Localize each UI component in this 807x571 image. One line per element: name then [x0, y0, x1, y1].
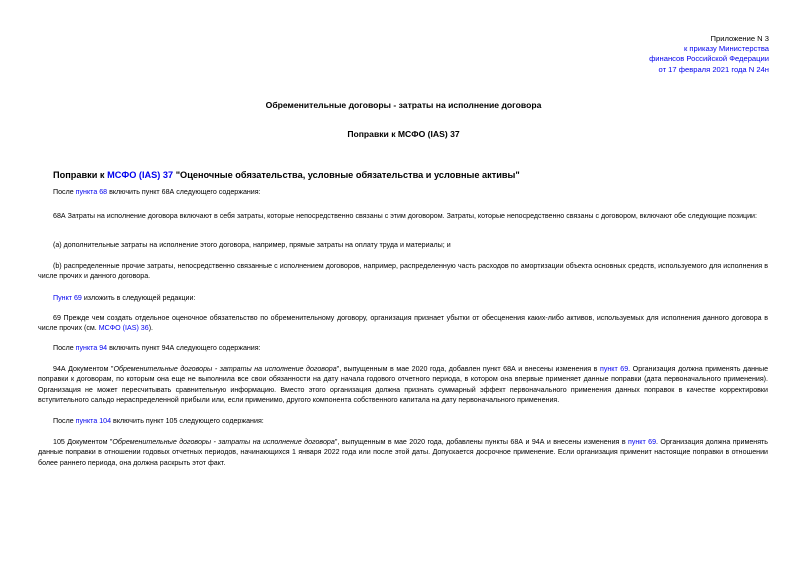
- p6-text: 69 Прежде чем создать отдельное оценочное обязательство по обременительному договору, организация признает убытки от обесценения каких-либо активов, используемых для исполнения данного договора в числе прочих (см.: [38, 314, 768, 333]
- p7-text-end: включить пункт 94А следующего содержания:: [107, 344, 261, 352]
- paragraph-1: [38, 187, 768, 197]
- link-paragraph-68[interactable]: пункта 68: [75, 188, 108, 196]
- p1-text: После: [53, 188, 76, 196]
- link-paragraph-94[interactable]: пункта 94: [75, 344, 108, 352]
- paragraph-4: (b) распределенные прочие затраты, непосредственно связанные с исполнением договоров, например, распределенную часть расходов по амортизации объекта основных средств, используемого для исполнения в числе прочих и данного договора.: [38, 262, 768, 281]
- p6-text-end: ).: [148, 324, 154, 333]
- appendix-date-link[interactable]: от 17 февраля 2021 года N 24н: [658, 64, 769, 74]
- p1-text-end: включить пункт 68А следующего содержания:: [107, 188, 261, 196]
- paragraph-3: (а) дополнительные затраты на исполнение этого договора, например, прямые затраты на оплату труда и материалы; и: [53, 241, 451, 249]
- p9-text-end: включить пункт 105 следующего содержания:: [111, 417, 264, 425]
- appendix-order-link[interactable]: к приказу Министерства: [683, 44, 769, 54]
- p5-text: изложить в следующей редакции:: [81, 294, 196, 302]
- p8-text-end: . Организация должна применять данные поправки к договорам, по которым она еще не выполнила все свои обязанности на дату начала годового отчетного периода, в котором она впервые применяет данные поправки (дата первоначального применения). Организация не может пересчитывать сравнительную информацию. Вместо этого организация должна признать суммарный эффект первоначального применения данных поправок в качестве корректировки вступительного сальдо нераспределенной прибыли или, если применимо, другого компонента собственного капитала на дату первоначального применения.: [38, 365, 769, 405]
- link-ias36[interactable]: МСФО (IAS) 36: [98, 324, 149, 333]
- document-title: Обременительные договоры - затраты на исполнение договора: [265, 100, 542, 110]
- p8-text-mid: ", выпущенным в мае 2020 года, добавлен пункт 68А и внесены изменения в: [336, 365, 600, 373]
- p10-document-name: Обременительные договоры - затраты на исполнение договора: [112, 438, 335, 446]
- section-heading-prefix: Поправки к: [53, 170, 108, 180]
- paragraph-7: [38, 343, 768, 353]
- appendix-block: [549, 34, 769, 75]
- p10-text: 105 Документом ": [53, 438, 113, 446]
- p7-text: После: [53, 344, 76, 352]
- p8-document-name: Обременительные договоры - затраты на исполнение договора: [113, 365, 337, 373]
- paragraph-8: [38, 364, 768, 406]
- paragraph-2: 68А Затраты на исполнение договора включают в себя затраты, которые непосредственно связаны с этим договором. Затраты, которые непосредственно связаны с договором, включают обе следующие позиции:: [53, 212, 757, 220]
- paragraph-6: [38, 313, 768, 334]
- appendix-number: Приложение N 3: [710, 34, 769, 43]
- link-paragraph-69-a[interactable]: Пункт 69: [53, 294, 82, 302]
- link-paragraph-104[interactable]: пункта 104: [75, 417, 112, 425]
- section-ias37-link[interactable]: МСФО (IAS) 37: [107, 170, 174, 180]
- p10-text-end: . Организация должна применять данные поправки в отношении годовых отчетных периодов, начинающихся 1 января 2022 года или после этой даты. Допускается досрочное применение. Если организация применит настоящие поправки в отношении более раннего периода, она должна раскрыть этот факт.: [38, 438, 768, 467]
- section-heading-suffix: "Оценочные обязательства, условные обязательства и условные активы": [173, 170, 520, 180]
- section-heading: [53, 170, 773, 180]
- link-paragraph-69-b[interactable]: пункт 69: [599, 365, 629, 373]
- p8-text: 94А Документом ": [53, 365, 114, 373]
- appendix-ministry-link[interactable]: финансов Российской Федерации: [649, 54, 769, 64]
- paragraph-10: [38, 437, 768, 468]
- link-paragraph-69-c[interactable]: пункт 69: [628, 438, 657, 446]
- p10-text-mid: ", выпущенным в мае 2020 года, добавлены пункты 68А и 94А и внесены изменения в: [334, 438, 628, 446]
- p9-text: После: [53, 417, 76, 425]
- paragraph-5: [38, 293, 768, 303]
- document-subtitle: Поправки к МСФО (IAS) 37: [347, 129, 460, 139]
- paragraph-9: [38, 416, 768, 426]
